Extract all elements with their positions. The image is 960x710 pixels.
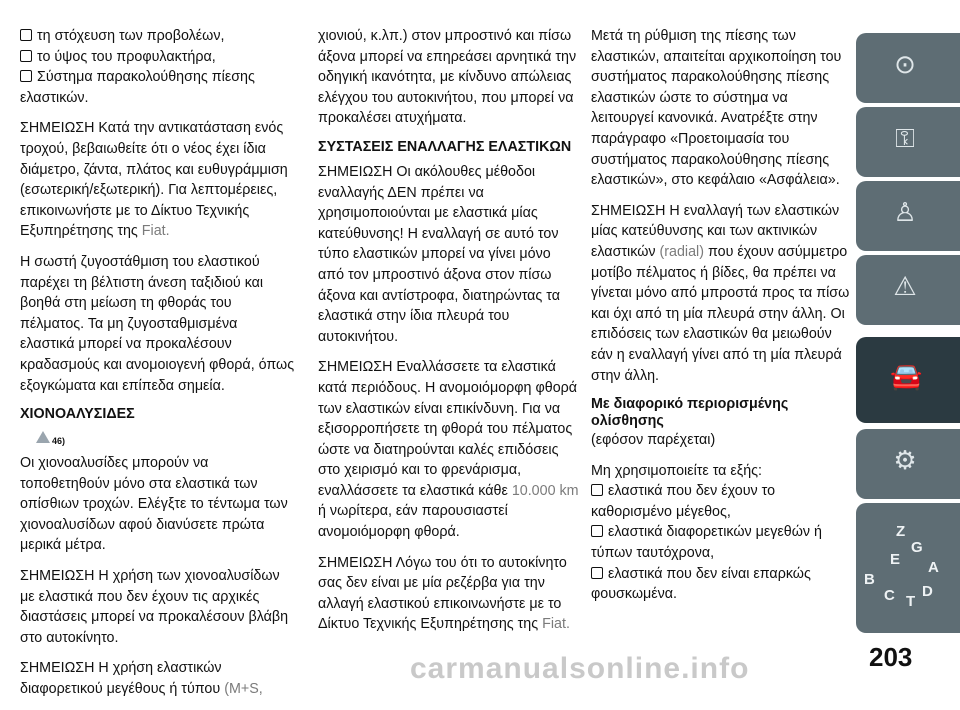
index-letter: T — [906, 593, 916, 610]
tab-maintenance[interactable] — [856, 337, 960, 423]
bullet-item: Σύστημα παρακολούθησης πίεσης — [20, 67, 295, 88]
checkbox-bullet-icon — [20, 50, 32, 62]
body-paragraph: Μετά τη ρύθμιση της πίεσης των ελαστικών, απαιτείται αρχικοποίηση του συστήματος παρακολούθησης πίεσης ελαστικών ώστε το σύστημα να λειτουργεί κανονικά. Ανατρέξτε στην παράγραφο «Προετοιμασία του συστήματος παρακολούθησης πίεσης ελαστικών», στο κεφάλαιο «Ασφάλεια». — [591, 28, 842, 189]
brand-text: Fiat. — [141, 223, 170, 240]
page-number: 203 — [869, 642, 913, 672]
section-subheading: (εφόσον παρέχεται) — [591, 432, 716, 449]
note-paragraph: ΣΗΜΕΙΩΣΗ Κατά την αντικατάσταση ενός τροχού, βεβαιωθείτε ότι ο νέος έχει ίδια διάμετρο, ζάντα, πλάτος και ευθυγράμμιση (εσωτερική/εξωτερική). Για λεπτομέρειες, επικοινωνήστε με το Δίκτυο Τεχνικής Εξυπηρέτησης της Fiat. — [20, 120, 288, 240]
seat-icon: ♙ — [893, 197, 917, 227]
watermark: carmanualsonline.info — [410, 652, 750, 685]
tab-keys[interactable] — [856, 107, 960, 177]
bullet-item: τη στόχευση των προβολέων, — [20, 26, 295, 47]
chapter-tabs — [856, 33, 960, 633]
bullet-item: ελαστικά που δεν έχουν το καθορισμένο μέγεθος, — [591, 483, 776, 520]
list-intro: Μη χρησιμοποιείτε τα εξής: — [591, 462, 763, 479]
checkbox-bullet-icon — [591, 567, 603, 579]
note-paragraph: ΣΗΜΕΙΩΣΗ Η εναλλαγή των ελαστικών μίας κατεύθυνσης και των ακτινικών ελαστικών (radial) που έχουν ασύμμετρο μοτίβο πέλματος ή βίδες, θα πρέπει να γίνεται μόνο από μπροστά προς τα πίσω και όχι από τη μία πλευρά στην άλλη. Οι επιδόσεις των ελαστικών θα μειωθούν εάν η εναλλαγή γίνει από τη μία πλευρά στην άλλη. — [591, 202, 850, 384]
column-1 — [20, 26, 295, 710]
bullet-tail: ελαστικών. — [20, 89, 89, 106]
dashboard-icon: ⊙ — [894, 49, 916, 79]
note-paragraph: ΣΗΜΕΙΩΣΗ Η χρήση ελαστικών διαφορετικού μεγέθους ή τύπου (M+S, — [20, 660, 263, 698]
body-paragraph: Οι χιονοαλυσίδες μπορούν να τοποθετηθούν μόνο στα ελαστικά των οπίσθιων τροχών. Ελέγξτε το τέντωμα των χιονοαλυσίδων αφού διανύσετε πρώτα μερικά μέτρα. — [20, 455, 288, 554]
body-paragraph: χιονιού, κ.λπ.) στον μπροστινό και πίσω άξονα μπορεί να επηρεάσει αρνητικά την οδηγική ικανότητα, με κίνδυνο απώλειας ελέγχου του αυτοκινήτου, που μπορεί να προκαλέσει ατυχήματα. — [318, 28, 577, 127]
index-letter: G — [911, 539, 923, 556]
brand-text: Fiat. — [542, 616, 570, 633]
section-heading: ΣΥΣΤΑΣΕΙΣ ΕΝΑΛΛΑΓΗΣ ΕΛΑΣΤΙΚΩΝ — [318, 138, 572, 155]
index-letter: E — [890, 551, 901, 568]
bullet-item: ελαστικά διαφορετικών μεγεθών ή τύπων ταυτόχρονα, — [591, 524, 822, 562]
checkbox-bullet-icon — [20, 70, 32, 82]
index-letter: B — [864, 571, 875, 588]
column-3 — [591, 26, 853, 605]
note-paragraph: ΣΗΜΕΙΩΣΗ Λόγω του ότι το αυτοκίνητο σας δεν είναι με μία ρεζέρβα για την αλλαγή ελαστικού επικοινωνήστε με το Δίκτυο Τεχνικής Εξυπηρέτησης της Fiat. — [318, 554, 570, 633]
note-paragraph: ΣΗΜΕΙΩΣΗ Εναλλάσσετε τα ελαστικά κατά περιόδους. Η ανομοιόμορφη φθορά των ελαστικών είναι επικίνδυνη. Για να εξισορροπήσετε τη φθορά του πέλματος ώστε να διατηρούνται καλές επιδόσεις στο χειρισμό και το φρενάρισμα, εναλλάσσετε τα ελαστικά κάθε 10.000 km ή νωρίτερα, εάν παρουσιαστεί ανομοιόμορφη φθορά. — [318, 359, 579, 541]
index-letter: D — [922, 583, 933, 600]
column-2 — [318, 26, 580, 645]
checkbox-bullet-icon — [591, 484, 603, 496]
checkbox-bullet-icon — [591, 525, 603, 537]
tab-index[interactable] — [856, 503, 960, 633]
car-service-icon: 🚘 — [890, 361, 923, 391]
body-paragraph: Η σωστή ζυγοστάθμιση του ελαστικού παρέχει τη βέλτιστη άνεση ταξιδιού και βοηθά στη μείωση τη φθοράς του πέλματος. Τα μη ζυγοσταθμισμένα ελαστικά μπορεί να προκαλέσουν κραδασμούς και ανομοιογενή φθορά, όπως εξογκώματα και επίπεδα σημεία. — [20, 253, 295, 394]
warning-reference: 46) — [36, 429, 295, 445]
index-letter: A — [928, 559, 939, 576]
tab-emergency[interactable] — [856, 255, 960, 325]
index-letter: C — [884, 587, 895, 604]
section-heading: ΧΙΟΝΟΑΛΥΣΙΔΕΣ — [20, 406, 135, 423]
checkbox-bullet-icon — [20, 29, 32, 41]
car-key-icon: ⚿ — [895, 123, 915, 153]
warning-triangle-icon — [36, 431, 50, 443]
index-letter: Z — [896, 523, 906, 540]
note-paragraph: ΣΗΜΕΙΩΣΗ Οι ακόλουθες μέθοδοι εναλλαγής ΔΕΝ πρέπει να χρησιμοποιούνται με ελαστικά μίας κατεύθυνσης! Η εναλλαγή σε αυτό τον τύπο ελαστικών μπορεί να γίνει μόνο από τον μπροστινό άξονα στον πίσω άξονα και αντίστροφα, διατηρώντας τα ελαστικά στην ίδια πλευρά του αυτοκινήτου. — [318, 163, 561, 345]
technical-data-icon: ⚙ — [893, 445, 917, 475]
tab-technical-data[interactable] — [856, 429, 960, 499]
tab-dashboard[interactable] — [856, 33, 960, 103]
bullet-item: το ύψος του προφυλακτήρα, — [20, 47, 295, 68]
tab-safety[interactable] — [856, 181, 960, 251]
note-paragraph: ΣΗΜΕΙΩΣΗ Η χρήση των χιονοαλυσίδων με ελαστικά που δεν έχουν τις αρχικές διαστάσεις μπορεί να προκαλέσουν βλάβη στο αυτοκίνητο. — [20, 568, 289, 646]
bullet-item: ελαστικά που δεν είναι επαρκώς φουσκωμένα. — [591, 565, 811, 603]
section-heading: Με διαφορικό περιορισμένης ολίσθησης — [591, 396, 789, 430]
road-warning-icon: ⚠ — [893, 271, 917, 301]
